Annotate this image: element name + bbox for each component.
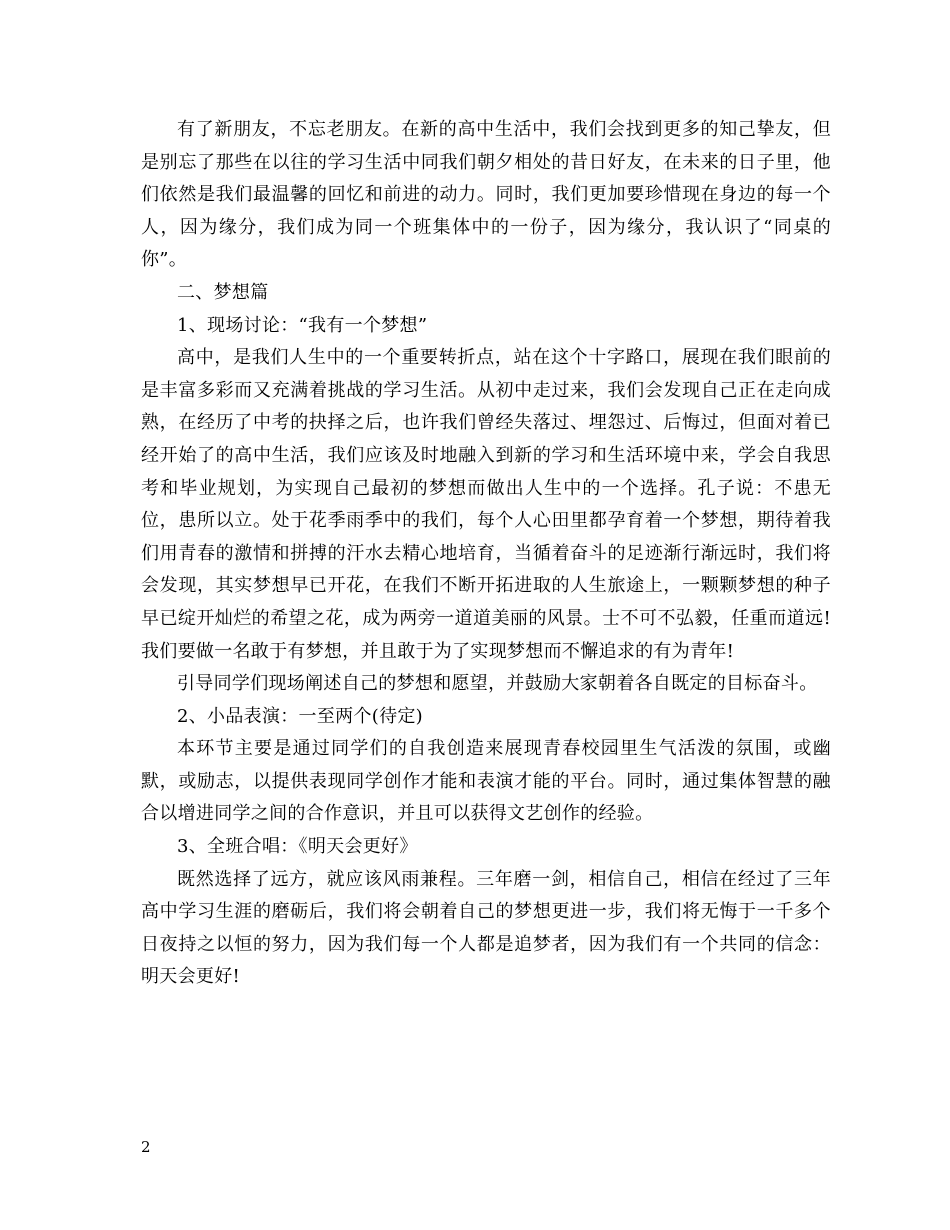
item-heading-discussion: 1、现场讨论：“我有一个梦想” xyxy=(177,314,428,336)
paragraph-closing: 既然选择了远方，就应该风雨兼程。三年磨一剑，相信自己，相信在经过了三年高中学习生涯的磨砺后，我们将会朝着自己的梦想更进一步，我们将无悔于一千多个日夜持之以恒的努力，因为我们每一个人都是追梦者，因为我们有一个共同的信念：明天会更好! xyxy=(141,868,831,988)
item-heading-skit: 2、小品表演：一至两个(待定) xyxy=(177,705,423,727)
section-heading-dream: 二、梦想篇 xyxy=(177,281,269,303)
paragraph-high-school: 高中，是我们人生中的一个重要转折点，站在这个十字路口，展现在我们眼前的是丰富多彩而又充满着挑战的学习生活。从初中走过来，我们会发现自己正在走向成熟，在经历了中考的抉择之后，也许我们曾经失落过、埋怨过、后悔过，但面对着已经开始了的高中生活，我们应该及时地融入到新的学习和生活环境中来，学会自我思考和毕业规划，为实现自己最初的梦想而做出人生中的一个选择。孔子说：不患无位，患所以立。处于花季雨季中的我们，每个人心田里都孕育着一个梦想，期待着我们用青春的激情和拼搏的汗水去精心地培育，当循着奋斗的足迹渐行渐远时，我们将会发现，其实梦想早已开花，在我们不断开拓进取的人生旅途上，一颗颗梦想的种子早已绽开灿烂的希望之花，成为两旁一道道美丽的风景。士不可不弘毅，任重而道远!我们要做一名敢于有梦想，并且敢于为了实现梦想而不懈追求的有为青年! xyxy=(141,347,831,662)
paragraph-friendship: 有了新朋友，不忘老朋友。在新的高中生活中，我们会找到更多的知己挚友，但是别忘了那些在以往的学习生活中同我们朝夕相处的昔日好友，在未来的日子里，他们依然是我们最温馨的回忆和前进的动力。同时，我们更加要珍惜现在身边的每一个人，因为缘分，我们成为同一个班集体中的一份子，因为缘分，我认识了“同桌的你”。 xyxy=(141,119,831,271)
paragraph-guide: 引导同学们现场阐述自己的梦想和愿望，并鼓励大家朝着各自既定的目标奋斗。 xyxy=(177,673,818,695)
document-body xyxy=(141,114,831,994)
paragraph-skit: 本环节主要是通过同学们的自我创造来展现青春校园里生气活泼的氛围，或幽默，或励志，以提供表现同学创作才能和表演才能的平台。同时，通过集体智慧的融合以增进同学之间的合作意识，并且可以获得文艺创作的经验。 xyxy=(141,738,831,825)
item-heading-chorus: 3、全班合唱：《明天会更好》 xyxy=(177,836,418,858)
page-number: 2 xyxy=(141,1138,151,1156)
